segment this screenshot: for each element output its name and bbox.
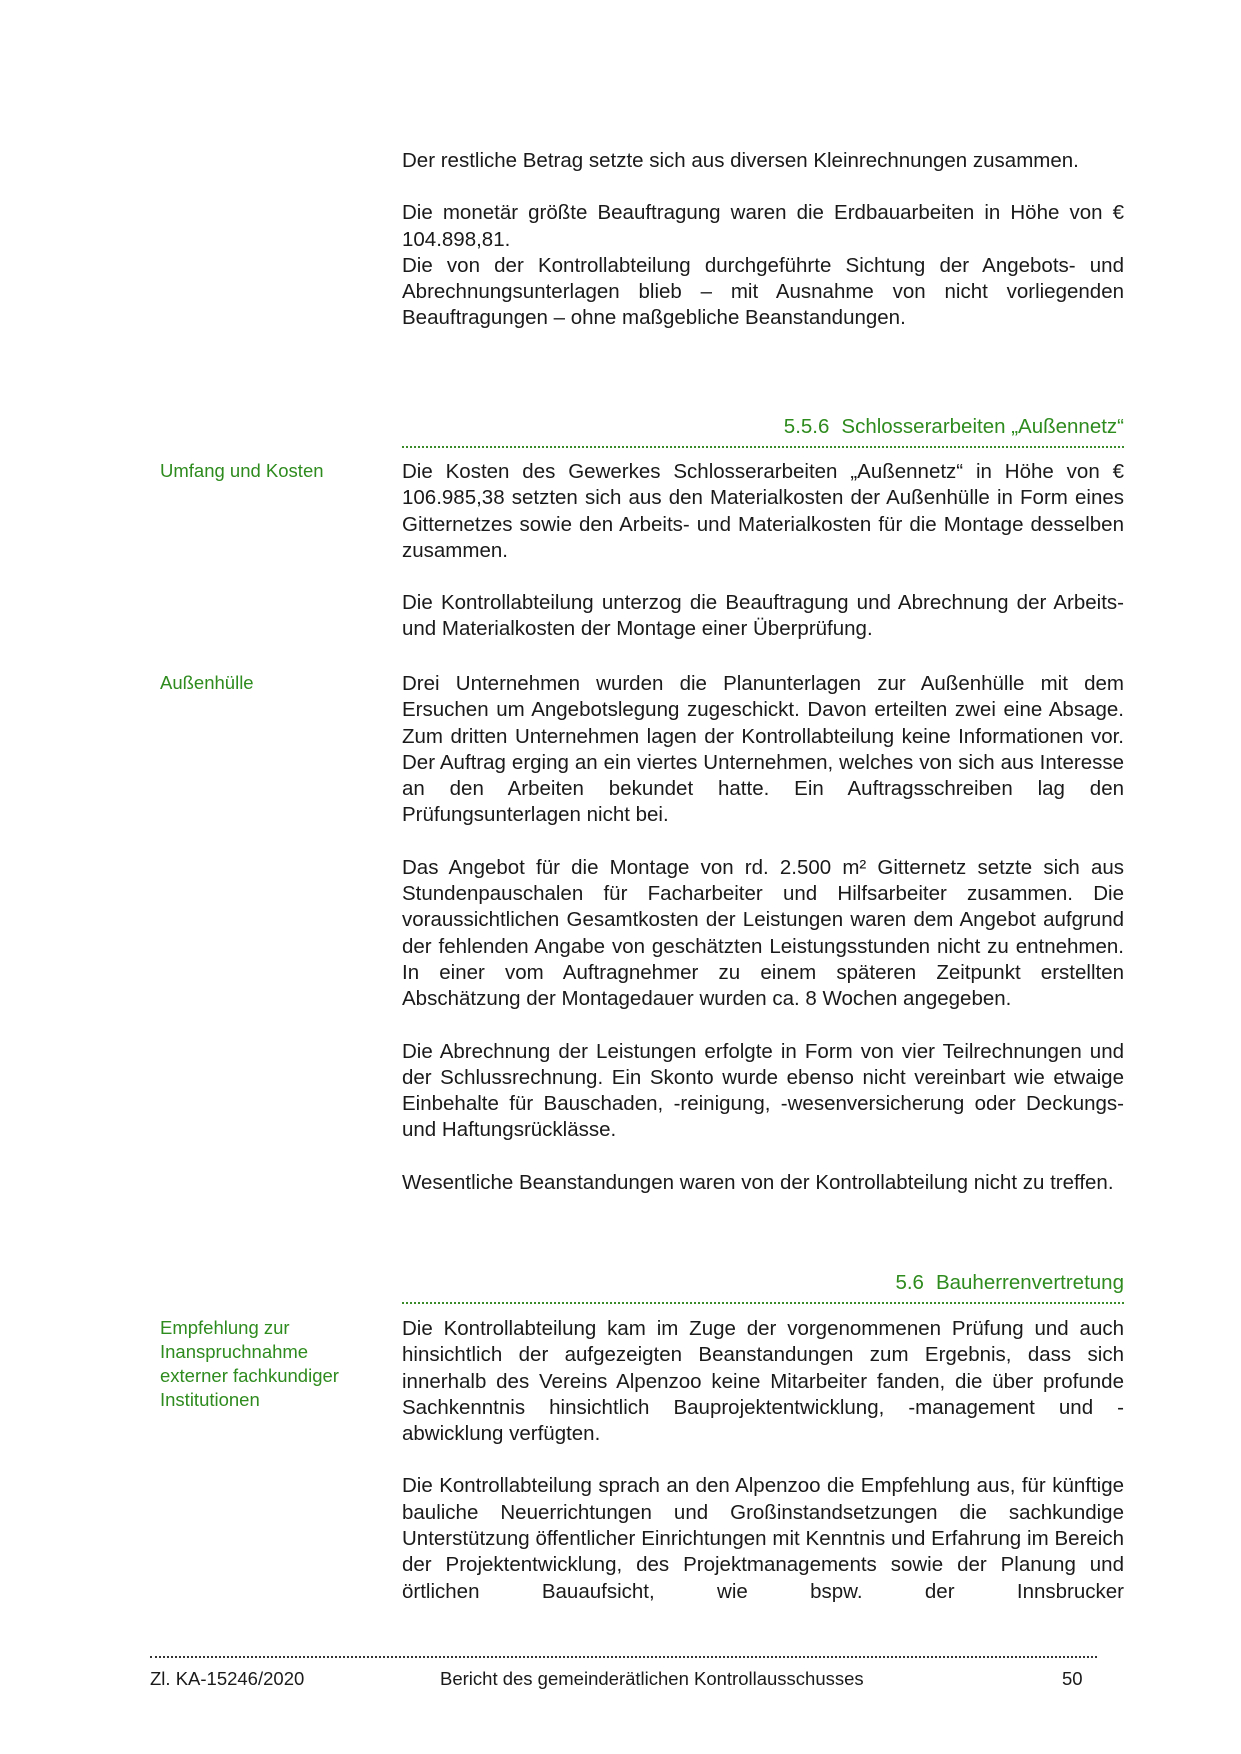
section-number: 5.5.6 xyxy=(783,415,830,438)
section-5-5-6-block-2 xyxy=(402,671,1124,1196)
footer-page-number: 50 xyxy=(1062,1668,1083,1689)
footer-divider xyxy=(150,1656,1097,1658)
paragraph-billing: Die Abrechnung der Leistungen erfolgte in Form von vier Teilrechnungen und der Schlussrechnung. Ein Skonto wurde ebenso nicht vereinbart wie etwaige Einbehalte für Bauschaden, -reinigung, -wesenversicherung oder Deckungs- und Haftungsrücklässe. xyxy=(402,1039,1124,1142)
paragraph-review: Die Kontrollabteilung unterzog die Beauftragung und Abrechnung der Arbeits- und Materialkosten der Montage einer Überprüfung. xyxy=(402,591,1124,641)
paragraph-costs: Die Kosten des Gewerkes Schlosserarbeiten „Außennetz“ in Höhe von € 106.985,38 setzten sich aus den Materialkosten der Außenhülle in Form eines Gitternetzes sowie den Arbeits- und Materialkosten für die Montage desselben zusammen. xyxy=(402,460,1124,562)
intro-paragraph-2b: Die von der Kontrollabteilung durchgeführte Sichtung der Angebots- und Abrechnungsunterlagen blieb – mit Ausnahme von nicht vorliegenden Beauftragungen – ohne maßgebliche Beanstandungen. xyxy=(402,253,1124,330)
footer-reference: Zl. KA-15246/2020 xyxy=(150,1668,305,1689)
footer-report-title: Bericht des gemeinderätlichen Kontrollausschusses xyxy=(440,1668,864,1689)
section-5-5-6-block-1 xyxy=(402,459,1124,643)
section-5-6-block xyxy=(402,1316,1124,1605)
intro-paragraph-2a: Die monetär größte Beauftragung waren die Erdbauarbeiten in Höhe von € 104.898,81. xyxy=(402,201,1124,251)
section-heading-5-6 xyxy=(402,1270,1124,1304)
intro-block xyxy=(402,148,1124,332)
section-heading-5-5-6 xyxy=(402,414,1124,448)
paragraph-offer: Das Angebot für die Montage von rd. 2.500 m² Gitternetz setzte sich aus Stundenpauschalen für Facharbeiter und Hilfsarbeiter zusammen. Die voraussichtlichen Gesamtkosten der Leistungen waren dem Angebot aufgrund der fehlenden Angabe von geschätzten Leistungsstunden nicht zu entnehmen. In einer vom Auftragnehmer zu einem späteren Zeitpunkt erstellten Abschätzung der Montagedauer wurden ca. 8 Wochen angegeben. xyxy=(402,855,1124,1011)
paragraph-recommendation: Die Kontrollabteilung sprach an den Alpenzoo die Empfehlung aus, für künftige bauliche Neuerrichtungen und Großinstandsetzungen die sachkundige Unterstützung öffentlicher Einrichtungen mit Kenntnis und Erfahrung im Bereich der Projektentwicklung, des Projektmanagements sowie der Planung und örtlichen Bauaufsicht, wie bspw. der Innsbrucker xyxy=(402,1474,1124,1603)
paragraph-finding: Die Kontrollabteilung kam im Zuge der vorgenommenen Prüfung und auch hinsichtlich der aufgezeigten Beanstandungen zum Ergebnis, dass sich innerhalb des Vereins Alpenzoo keine Mitarbeiter fanden, die über profunde Sachkenntnis hinsichtlich Bauprojektentwicklung, -management und -abwicklung verfügten. xyxy=(402,1317,1124,1446)
intro-paragraph-1: Der restliche Betrag setzte sich aus diversen Kleinrechnungen zusammen. xyxy=(402,149,1079,172)
section-number: 5.6 xyxy=(895,1271,924,1294)
section-title: Schlosserarbeiten „Außennetz“ xyxy=(841,415,1124,438)
sidenote-umfang-kosten: Umfang und Kosten xyxy=(160,460,324,481)
section-title: Bauherrenvertretung xyxy=(935,1271,1124,1294)
paragraph-conclusion: Wesentliche Beanstandungen waren von der Kontrollabteilung nicht zu treffen. xyxy=(402,1170,1114,1194)
sidenote-empfehlung: Empfehlung zur Inanspruchnahme externer fachkundiger Institutionen xyxy=(160,1317,339,1410)
sidenote-aussenhuelle: Außenhülle xyxy=(160,672,254,693)
paragraph-tender: Drei Unternehmen wurden die Planunterlagen zur Außenhülle mit dem Ersuchen um Angebotslegung zugeschickt. Davon erteilten zwei eine Absage. Zum dritten Unternehmen lagen der Kontrollabteilung keine Informationen vor. Der Auftrag erging an ein viertes Unternehmen, welches von sich aus Interesse an den Arbeiten bekundet hatte. Ein Auftragsschreiben lag den Prüfungsunterlagen nicht bei. xyxy=(402,672,1124,827)
